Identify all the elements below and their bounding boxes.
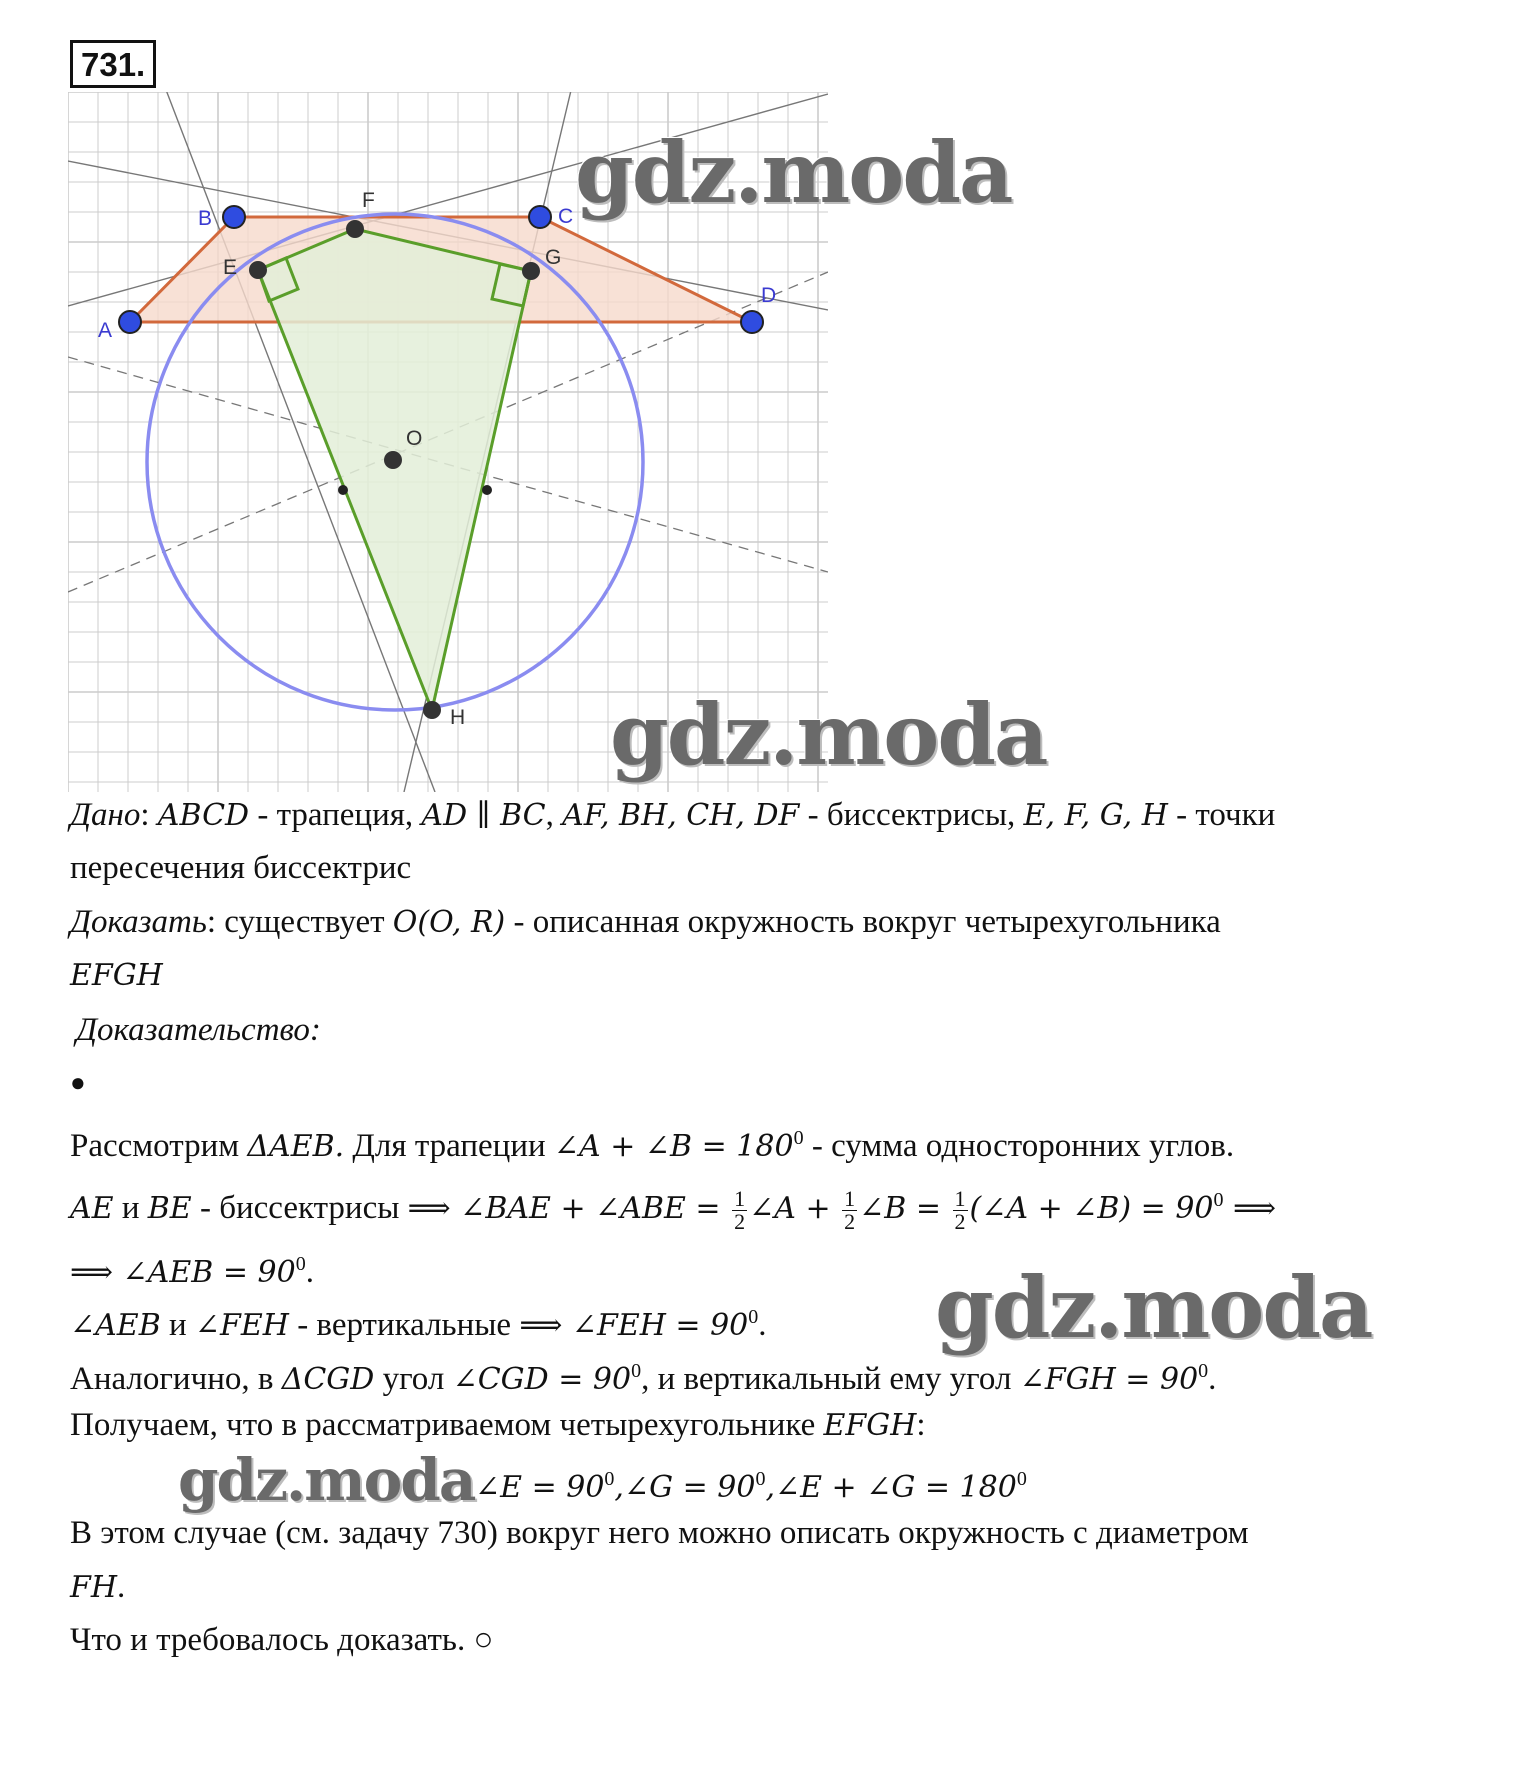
proof-l2-expr-a: ⟹ ∠BAE + ∠ABE = [407,1191,731,1226]
proof-l2-expr-d: (∠A + ∠B) = 90 [969,1191,1214,1226]
label-a: A [98,319,113,342]
watermark-3: gdz.moda [935,1258,1372,1357]
proof-l2-implies: ⟹ [1223,1191,1277,1226]
proof-l5-dot: . [1208,1361,1217,1397]
given-parallel: AD ∥ BC [421,798,546,833]
proof-line-6 [70,1405,926,1446]
proof-l4-text: - вертикальные [288,1307,520,1343]
proof-line-10: Что и требовалось доказать. ○ [70,1622,494,1658]
proof-line-2 [70,1180,1276,1233]
task-number: 731. [70,40,156,88]
proof-l1-sum: ∠A + ∠B = 180 [553,1129,794,1164]
degree-sup: 0 [1016,1468,1027,1490]
prove-circle: O(O, R) [392,905,506,940]
point-o [384,451,402,469]
proof-l6-text: Получаем, что в рассматриваемом четырехугольнике [70,1407,824,1443]
proof-label: Доказательство: [76,1012,321,1048]
proof-l7-g: ,∠G = 90 [614,1470,756,1505]
proof-l1-text-a: Рассмотрим [70,1128,248,1164]
proof-l9-dot: . [116,1569,126,1605]
proof-l5-text-a: Аналогично, в [70,1361,282,1397]
proof-l7-sum: ,∠E + ∠G = 180 [765,1470,1017,1505]
label-o: O [406,427,423,450]
degree-sup: 0 [1198,1360,1209,1382]
watermark-2: gdz.moda [610,685,1047,784]
fraction-half-3: $\frac{1}{2}$ [954,1185,966,1234]
proof-line-9 [70,1567,125,1608]
proof-l3-dot: . [305,1254,314,1290]
proof-l2-ae: AE [70,1191,114,1226]
fraction-half-2: $\frac{1}{2}$ [844,1185,856,1234]
given-text-1: - трапеция, [249,797,422,833]
proof-l4-aeb: ∠AEB [70,1308,161,1343]
given-line-1 [70,795,1275,836]
proof-line-4 [70,1297,767,1346]
prove-line-1 [70,902,1221,943]
proof-line-7 [475,1459,1027,1508]
proof-l5-text-c: , и вертикальный ему угол [641,1361,1020,1397]
given-figure: ABCD [157,798,250,833]
given-text-2: - биссектрисы, [799,797,1024,833]
label-f: F [362,189,375,212]
proof-l4-dot: . [758,1307,767,1343]
point-f [346,220,364,238]
degree-sup: 0 [755,1468,766,1490]
proof-l2-expr-b: ∠A + [749,1191,841,1226]
proof-l5-fgh: ∠FGH = 90 [1019,1362,1199,1397]
given-colon: : [140,797,150,833]
proof-l5-cgd: ∠CGD = 90 [452,1362,632,1397]
proof-l2-expr-c: ∠B = [859,1191,951,1226]
prove-text-1: существует [216,904,393,940]
proof-l6-efgh: EFGH [823,1408,917,1443]
point-d [741,311,763,333]
quadrilateral-efgh [258,229,531,710]
label-e: E [223,256,238,279]
label-b: B [198,207,213,230]
given-comma: , [545,797,563,833]
prove-text-2: - описанная окружность вокруг четырехугольника [505,904,1221,940]
proof-line-8: В этом случае (см. задачу 730) вокруг него можно описать окружность с диаметром [70,1515,1249,1551]
point-h [423,701,441,719]
proof-l4-expr: ⟹ ∠FEH = 90 [519,1308,749,1343]
midpoint-gh [482,485,492,495]
watermark-4: gdz.moda [178,1446,475,1514]
label-d: D [761,284,777,307]
given-text-3: - точки [1167,797,1276,833]
proof-l5-text-b: угол [374,1361,453,1397]
proof-l1-triangle: ΔAEB. [247,1129,345,1164]
degree-sup: 0 [1213,1189,1224,1211]
point-g [522,262,540,280]
watermark-1: gdz.moda [575,123,1012,222]
prove-label: Доказать [70,904,207,940]
proof-l2-text: - биссектрисы [191,1190,408,1226]
degree-sup: 0 [631,1360,642,1382]
proof-l5-triangle: ΔCGD [281,1362,375,1397]
label-h: H [450,706,466,729]
given-label: Дано [70,797,141,833]
given-points: E, F, G, H [1023,798,1168,833]
degree-sup: 0 [793,1127,804,1149]
proof-l3-expr: ⟹ ∠AEB = 90 [70,1255,296,1290]
proof-l4-and: и [160,1307,195,1343]
point-b [223,206,245,228]
given-line-2: пересечения биссектрис [70,850,412,886]
given-bisectors: AF, BH, CH, DF [562,798,800,833]
fraction-half-1: $\frac{1}{2}$ [734,1185,746,1234]
degree-sup: 0 [295,1253,306,1275]
proof-line-5 [70,1351,1216,1400]
label-g: G [545,246,562,269]
proof-l4-feh: ∠FEH [194,1308,289,1343]
proof-line-3 [70,1244,314,1293]
point-e [249,261,267,279]
midpoint-eh [338,485,348,495]
point-a [119,311,141,333]
bullet: ● [70,1068,86,1097]
proof-l1-text-b: Для трапеции [344,1128,554,1164]
proof-l9-fh: FH [70,1570,117,1605]
proof-l6-colon: : [916,1407,926,1443]
proof-l2-and: и [113,1190,148,1226]
proof-l7-e: ∠E = 90 [475,1470,605,1505]
label-c: C [558,205,574,228]
point-c [529,206,551,228]
degree-sup: 0 [604,1468,615,1490]
proof-l2-be: BE [147,1191,192,1226]
prove-colon: : [206,904,217,940]
proof-l1-text-c: - сумма односторонних углов. [803,1128,1235,1164]
prove-line-2: EFGH [70,958,163,993]
degree-sup: 0 [748,1306,759,1328]
proof-line-1 [70,1118,1234,1167]
